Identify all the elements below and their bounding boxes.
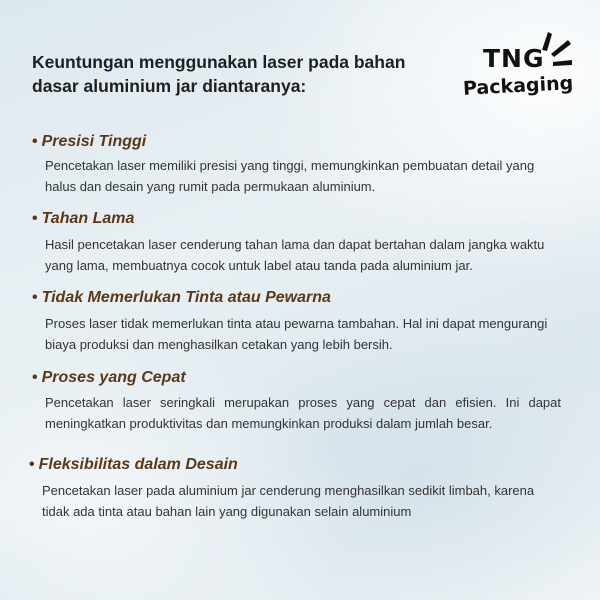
benefit-title-text: Tidak Memerlukan Tinta atau Pewarna — [41, 289, 331, 306]
benefit-title — [32, 369, 186, 387]
benefit-description: Pencetakan laser seringkali merupakan proses yang cepat dan efisien. Ini dapat meningkatkan produktivitas dan memungkinkan produksi dalam jumlah besar. — [45, 395, 561, 431]
benefit-description: Pencetakan laser pada aluminium jar cenderung menghasilkan sedikit limbah, karena tidak ada tinta atau bahan lain yang digunakan selain aluminium — [42, 483, 535, 519]
tng-packaging-logo — [463, 30, 573, 110]
benefit-description: Proses laser tidak memerlukan tinta atau pewarna tambahan. Hal ini dapat mengurangi biaya produksi dan menghasilkan cetakan yang lebih bersih. — [45, 316, 548, 352]
benefit-title — [32, 289, 331, 307]
bullet-icon: • — [32, 289, 38, 306]
bullet-icon: • — [29, 456, 35, 473]
bullet-icon: • — [32, 369, 38, 386]
benefit-title-text: Presisi Tinggi — [41, 133, 147, 150]
benefit-title-text: Fleksibilitas dalam Desain — [38, 456, 238, 473]
benefit-title — [32, 133, 146, 151]
benefit-title-text: Tahan Lama — [41, 210, 135, 227]
benefit-title — [29, 456, 238, 474]
logo-tng-text: TNG — [483, 44, 545, 73]
headline: Keuntungan menggunakan laser pada bahan dasar aluminium jar diantaranya: — [32, 52, 406, 96]
bullet-icon: • — [32, 210, 38, 227]
logo-packaging-text: Packaging — [462, 72, 574, 100]
benefit-description: Pencetakan laser memiliki presisi yang tinggi, memungkinkan pembuatan detail yang halus dan desain yang rumit pada permukaan aluminium. — [45, 158, 535, 194]
benefit-description: Hasil pencetakan laser cenderung tahan lama dan dapat bertahan dalam jangka waktu yang lama, membuatnya cocok untuk label atau tanda pada aluminium jar. — [45, 237, 545, 273]
bullet-icon: • — [32, 133, 38, 150]
benefit-title-text: Proses yang Cepat — [41, 369, 186, 386]
benefit-title — [32, 210, 134, 228]
